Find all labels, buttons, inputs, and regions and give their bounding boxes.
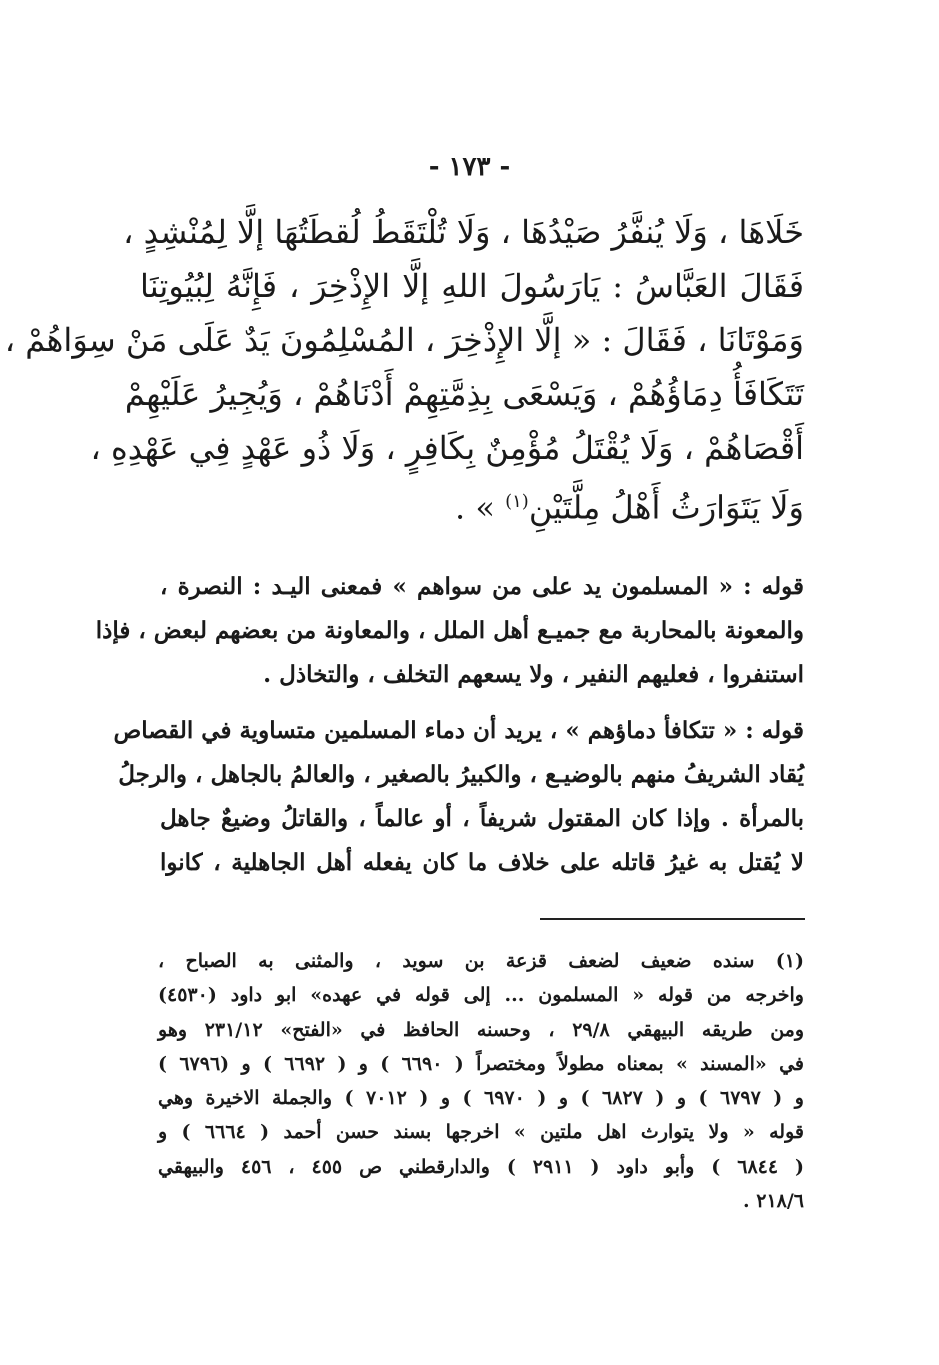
hadith-line: فَقَالَ العَبَّاسُ : يَارَسُولَ اللهِ إلَّا الإِذْخِرَ ، فَإِنَّهُ لِبُيُوتِنَا — [140, 267, 804, 305]
footnote — [158, 944, 804, 1218]
commentary-line: قوله : « المسلمون يد على من سواهم » فمعنى اليـد : النصرة ، — [160, 573, 804, 600]
footnote-line: (١) سنده ضعيف لضعف قزعة بن سويد ، والمثنى به الصباح ، — [158, 950, 804, 972]
commentary-paragraph-1 — [95, 565, 804, 697]
footnote-reference: (١) — [505, 491, 529, 512]
hadith-line: أَقْصَاهُمْ ، وَلَا يُقْتَلُ مُؤْمِنٌ بِكَافِرٍ ، وَلَا ذُو عَهْدٍ فِي عَهْدِهِ ، — [90, 429, 804, 467]
footnote-line: و ( ٦٧٩٧ ) و ( ٦٨٢٧ ) و ( ٦٩٧٠ ) و ( ٧٠١٢ ) والجملة الاخيرة وهي — [158, 1087, 804, 1110]
footnote-line: ( ٦٨٤٤ ) وأبو داود ( ٢٩١١ ) والدارقطني ص ٤٥٥ ، ٤٥٦ والبيهقي — [158, 1155, 804, 1178]
footnote-line: واخرجه من قوله « المسلمون ... إلى قوله في عهده» ابو داود (٤٥٣٠) — [158, 984, 804, 1007]
hadith-last-line — [140, 475, 804, 529]
hadith-text — [4, 205, 804, 529]
footnote-separator — [540, 918, 805, 920]
hadith-line: خَلَاهَا ، وَلَا يُنفَّرُ صَيْدُهَا ، وَلَا تُلْتَقَطُ لُقطَتُهَا إلَّا لِمُنْشِدٍ ، — [123, 213, 804, 251]
commentary-paragraph-2 — [113, 709, 804, 885]
hadith-line: تَتَكَافَأُ دِمَاؤُهُمْ ، وَيَسْعَى بِذِمَّتِهِمْ أَدْنَاهُمْ ، وَيُجِيرُ عَلَيْهِمْ — [124, 375, 804, 413]
page-number: - ١٧٣ - — [428, 152, 511, 182]
commentary-line: استنفروا ، فعليهم النفير ، ولا يسعهم التخلف ، والتخاذل . — [263, 661, 804, 688]
commentary-line: لا يُقتل به غيرُ قاتله على خلاف ما كان يفعله أهل الجاهلية ، كانوا — [160, 849, 804, 876]
commentary-line: والمعونة بالمحاربة مع جميـع أهل الملل ، والمعاونة من بعضهم لبعض ، فإذا — [95, 617, 804, 644]
commentary-line: قوله : « تتكافأ دماؤهم » ، يريد أن دماء المسلمين متساوية في القصاص — [113, 717, 804, 744]
footnote-line: قوله « ولا يتوارث اهل ملتين » اخرجها بسند حسن أحمد ( ٦٦٦٤ ) و — [158, 1121, 804, 1144]
hadith-line: وَمَوْتَانَا ، فَقَالَ : « إلَّا الإِذْخِرَ ، المُسْلِمُونَ يَدٌ عَلَى مَنْ سِوَاهُمْ ، — [4, 321, 804, 359]
hadith-last-line-text: وَلَا يَتَوَارَثُ أَهْلُ مِلَّتَيْنِ — [528, 488, 804, 527]
footnote-line: ومن طريقه البيهقي ٢٩/٨ ، وحسنه الحافظ في «الفتح» ٢٣١/١٢ وهو — [158, 1018, 805, 1041]
commentary-line: يُقاد الشريفُ منهم بالوضيـع ، والكبيرُ بالصغير ، والعالمُ بالجاهل ، والرجلُ — [118, 761, 804, 788]
footnote-last-line: ٢١٨/٦ . — [743, 1190, 804, 1213]
hadith-last-line-end: » . — [454, 488, 506, 527]
commentary-line: بالمرأة . وإذا كان المقتول شريفاً ، أو عالماً ، والقاتلُ وضيعٌ جاهل — [160, 805, 804, 832]
footnote-line: في «المسند » بمعناه مطولاً ومختصراً ( ٦٦٩٠ ) و ( ٦٦٩٢ ) و (٦٧٩٦ ) — [158, 1052, 804, 1075]
